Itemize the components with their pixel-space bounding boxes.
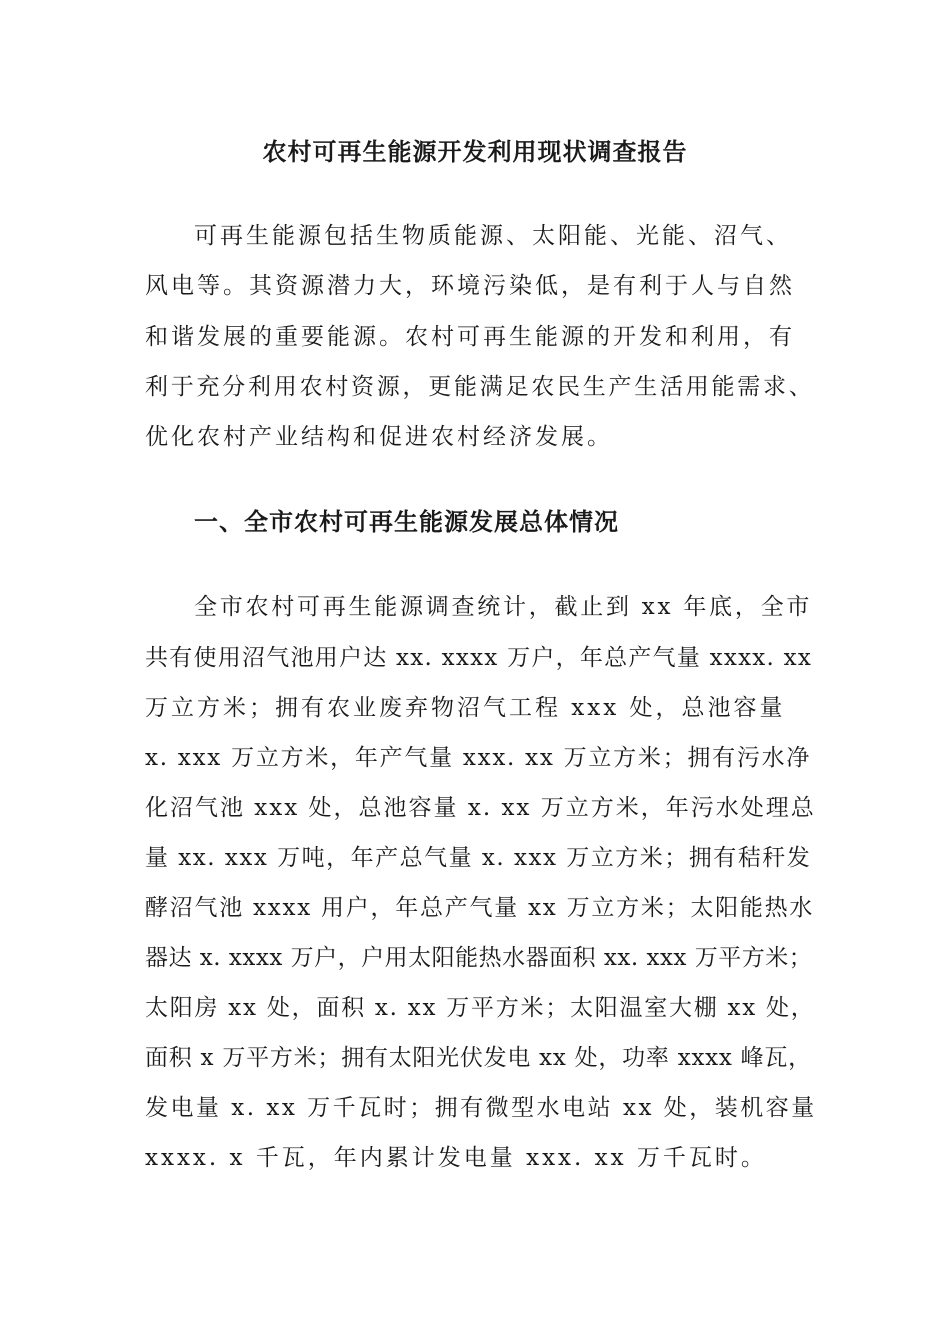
section-line: 共有使用沼气池用户达 xx. xxxx 万户，年总产气量 xxxx. xx bbox=[145, 645, 813, 671]
section-line: x. xxx 万立方米，年产气量 xxx. xx 万立方米；拥有污水净 bbox=[145, 745, 812, 771]
section-line: 酵沼气池 xxxx 用户，年总产气量 xx 万立方米；太阳能热水 bbox=[145, 895, 815, 921]
section-line: 发电量 x. xx 万千瓦时；拥有微型水电站 xx 处，装机容量 bbox=[145, 1095, 817, 1121]
section-line: 量 xx. xxx 万吨，年产总气量 x. xxx 万立方米；拥有秸秆发 bbox=[145, 845, 812, 871]
document-title: 农村可再生能源开发利用现状调查报告 bbox=[262, 137, 688, 166]
intro-line: 和谐发展的重要能源。农村可再生能源的开发和利用，有 bbox=[145, 324, 795, 350]
intro-line: 利于充分利用农村资源，更能满足农民生产生活用能需求、 bbox=[145, 374, 815, 400]
section-line: 面积 x 万平方米；拥有太阳光伏发电 xx 处，功率 xxxx 峰瓦， bbox=[145, 1045, 812, 1071]
section-line: 器达 x. xxxx 万户，户用太阳能热水器面积 xx. xxx 万平方米； bbox=[145, 945, 813, 971]
section-line: 万立方米；拥有农业废弃物沼气工程 xxx 处，总池容量 bbox=[145, 695, 786, 721]
section-heading: 一、全市农村可再生能源发展总体情况 bbox=[194, 507, 619, 536]
section-line: 全市农村可再生能源调查统计，截止到 xx 年底，全市 bbox=[194, 594, 813, 620]
intro-line: 可再生能源包括生物质能源、太阳能、光能、沼气、 bbox=[194, 223, 792, 249]
section-line: 化沼气池 xxx 处，总池容量 x. xx 万立方米，年污水处理总 bbox=[145, 795, 816, 821]
intro-line: 优化农村产业结构和促进农村经济发展。 bbox=[145, 424, 613, 450]
intro-line: 风电等。其资源潜力大，环境污染低，是有利于人与自然 bbox=[145, 273, 795, 299]
section-line: 太阳房 xx 处，面积 x. xx 万平方米；太阳温室大棚 xx 处， bbox=[145, 995, 816, 1021]
section-line: xxxx. x 千瓦，年内累计发电量 xxx. xx 万千瓦时。 bbox=[145, 1145, 767, 1171]
